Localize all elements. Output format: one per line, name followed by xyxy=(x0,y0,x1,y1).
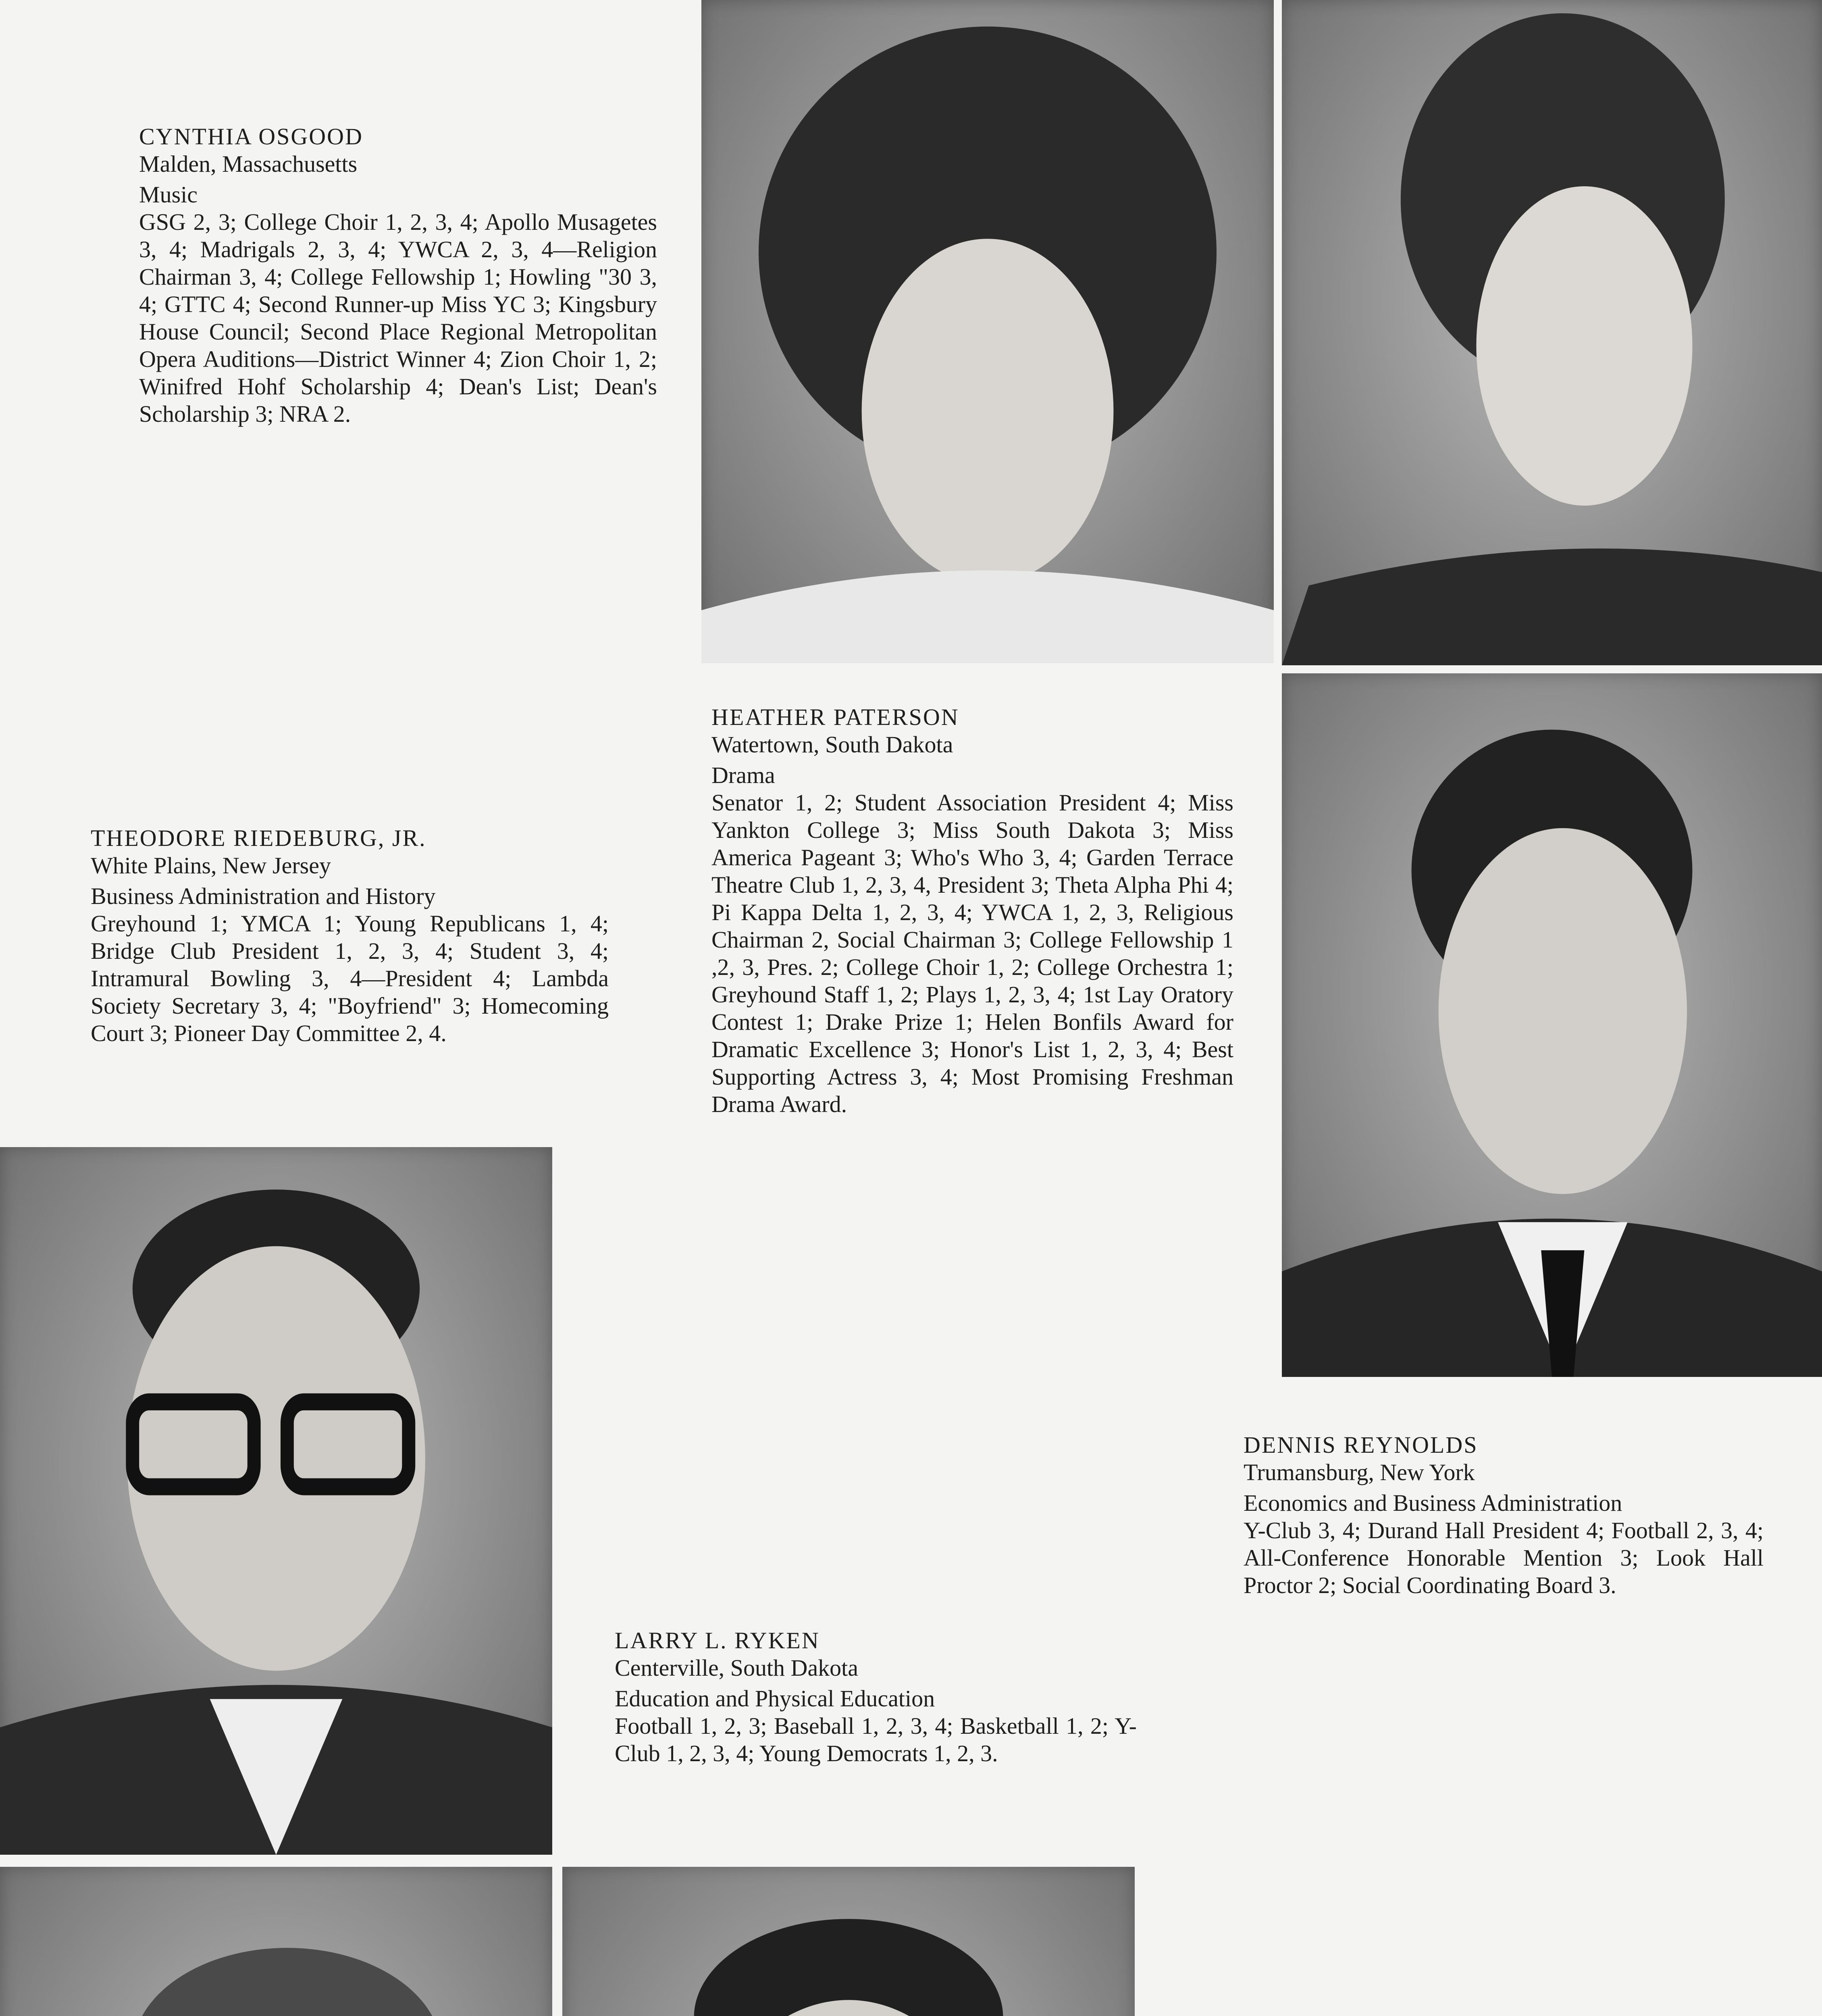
student-hometown: Centerville, South Dakota xyxy=(615,1655,859,1681)
student-major: Business Administration and History xyxy=(91,883,436,909)
student-name: HEATHER PATERSON xyxy=(711,704,959,730)
student-name: DENNIS REYNOLDS xyxy=(1244,1432,1478,1458)
portrait-photo-female-1 xyxy=(701,0,1274,663)
student-name: LARRY L. RYKEN xyxy=(615,1627,820,1654)
student-entry-riedeburg xyxy=(91,825,609,1047)
student-hometown: White Plains, New Jersey xyxy=(91,852,331,879)
student-major: Drama xyxy=(711,762,775,788)
student-entry-osgood xyxy=(139,123,657,428)
student-entry-paterson xyxy=(711,704,1233,1118)
portrait-photo-male-4 xyxy=(0,1867,552,2016)
student-hometown: Malden, Massachusetts xyxy=(139,151,358,177)
student-activities: Greyhound 1; YMCA 1; Young Republicans 1, 4; Bridge Club President 1, 2, 3, 4; Student 3, 4; Intramural Bowling 3, 4—President 4; Lambda Society Secretary 3, 4; "Boyfriend" 3; Homecoming Court 3; Pioneer Day Committee 2, 4. xyxy=(91,910,609,1046)
student-activities: GSG 2, 3; College Choir 1, 2, 3, 4; Apollo Musagetes 3, 4; Madrigals 2, 3, 4; YWCA 2, 3, 4—Religion Chairman 3, 4; College Fellowship 1; Howling "30 3, 4; GTTC 4; Second Runner-up Miss YC 3; Kingsbury House Council; Second Place Regional Metropolitan Opera Auditions—District Winner 4; Zion Choir 1, 2; Winifred Hohf Scholarship 4; Dean's List; Dean's Scholarship 3; NRA 2. xyxy=(139,209,657,427)
student-name: THEODORE RIEDEBURG, JR. xyxy=(91,825,426,851)
student-hometown: Watertown, South Dakota xyxy=(711,731,953,758)
portrait-photo-female-2 xyxy=(1282,0,1822,665)
portrait-photo-male-dennis xyxy=(1282,673,1822,1377)
portrait-photo-male-theodore xyxy=(0,1147,552,1855)
student-activities: Y-Club 3, 4; Durand Hall President 4; Football 2, 3, 4; All-Conference Honorable Mention 3; Look Hall Proctor 2; Social Coordinating Board 3. xyxy=(1244,1517,1764,1598)
student-major: Education and Physical Education xyxy=(615,1685,935,1712)
student-activities: Senator 1, 2; Student Association President 4; Miss Yankton College 3; Miss South Dakota 3; Miss America Pageant 3; Who's Who 3, 4; Garden Terrace Theatre Club 1, 2, 3, 4, President 3; Theta Alpha Phi 4; Pi Kappa Delta 1, 2, 3, 4; YWCA 1, 2, 3, Religious Chairman 2, Social Chairman 3; College Fellowship 1 ,2, 3, Pres. 2; College Choir 1, 2; College Orchestra 1; Greyhound Staff 1, 2; Plays 1, 2, 3, 4; 1st Lay Oratory Contest 1; Drake Prize 1; Helen Bonfils Award for Dramatic Excellence 3; Honor's List 1, 2, 3, 4; Best Supporting Actress 3, 4; Most Promising Freshman Drama Award. xyxy=(711,789,1233,1117)
student-activities: Football 1, 2, 3; Baseball 1, 2, 3, 4; Basketball 1, 2; Y-Club 1, 2, 3, 4; Young Democrats 1, 2, 3. xyxy=(615,1713,1137,1766)
student-major: Economics and Business Administration xyxy=(1244,1490,1622,1516)
student-major: Music xyxy=(139,181,198,208)
student-name: CYNTHIA OSGOOD xyxy=(139,123,363,150)
student-entry-reynolds xyxy=(1244,1431,1764,1599)
student-hometown: Trumansburg, New York xyxy=(1244,1459,1475,1485)
student-entry-ryken xyxy=(615,1627,1137,1767)
portrait-photo-male-5 xyxy=(562,1867,1135,2016)
